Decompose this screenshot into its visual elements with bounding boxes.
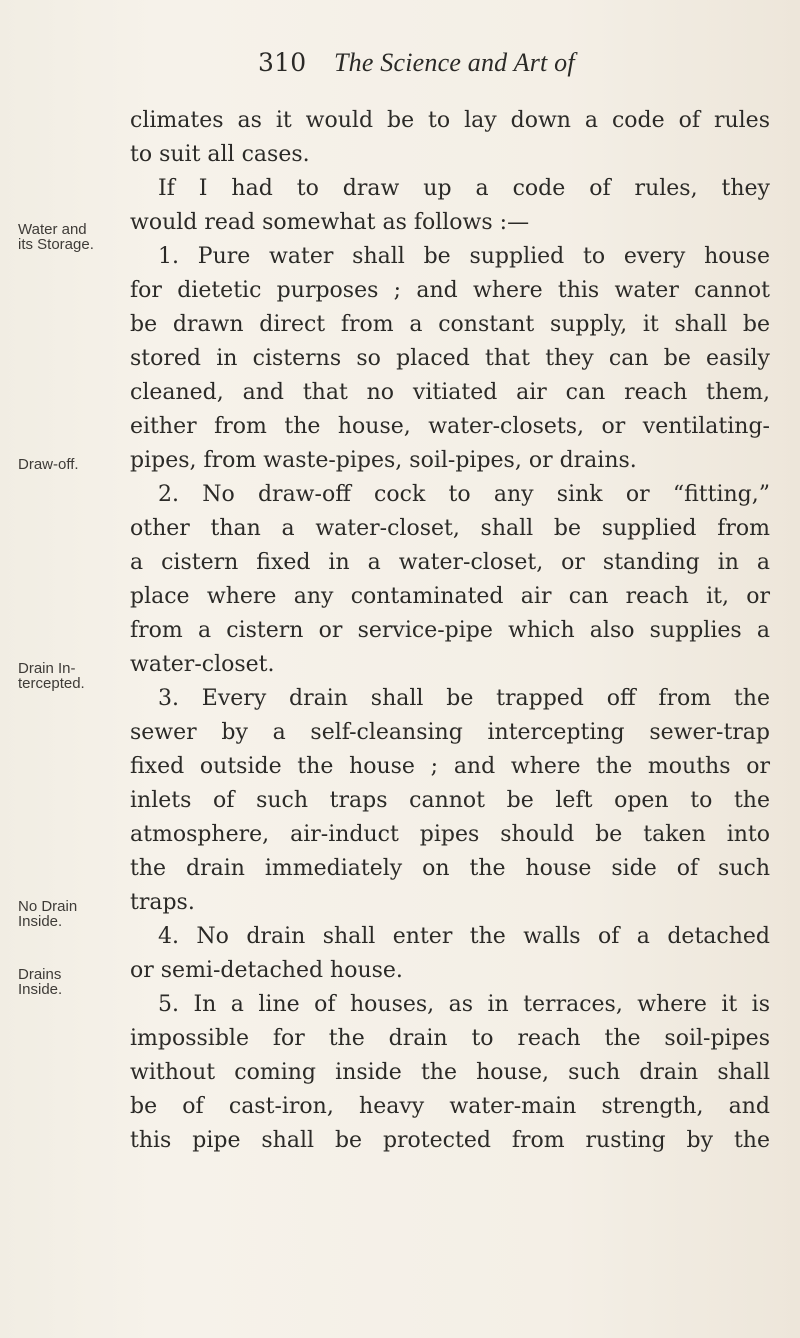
text-line-3: If I had to draw up a code of rules, they	[158, 176, 770, 201]
text-line-27: 5. In a line of houses, as in terraces, where it is	[158, 992, 770, 1017]
margin-note-draw-off-line-1: Draw-off.	[18, 456, 79, 473]
text-line-1: climates as it would be to lay down a code of rules	[130, 108, 770, 133]
margin-note-drain-intercepted-line-1: Drain In-	[18, 660, 76, 677]
text-line-7: be drawn direct from a constant supply, it shall be	[130, 312, 770, 337]
text-line-11: pipes, from waste-pipes, soil-pipes, or drains.	[130, 448, 637, 473]
text-line-17: water-closet.	[130, 652, 275, 677]
text-line-9: cleaned, and that no vitiated air can reach them,	[130, 380, 770, 405]
main-text-block	[130, 104, 770, 1158]
margin-note-drain-intercepted	[18, 661, 110, 691]
margin-note-drains-inside-line-2: Inside.	[18, 981, 63, 998]
margin-note-drains-inside-line-1: Drains	[18, 966, 62, 983]
margin-note-no-drain-inside	[18, 899, 110, 929]
page-number: 310	[258, 48, 307, 77]
text-line-8: stored in cisterns so placed that they can be easily	[130, 346, 770, 371]
text-line-31: this pipe shall be protected from rusting by the	[130, 1128, 770, 1153]
margin-note-water-storage-line-1: Water and	[18, 221, 87, 238]
margin-note-drain-intercepted-line-2: tercepted.	[18, 675, 85, 692]
margin-note-no-drain-inside-line-1: No Drain	[18, 898, 78, 915]
text-line-26: or semi-detached house.	[130, 958, 403, 983]
text-line-2: to suit all cases.	[130, 142, 310, 167]
margin-note-water-storage-line-2: its Storage.	[18, 236, 94, 253]
text-line-21: inlets of such traps cannot be left open to the	[130, 788, 770, 813]
text-line-23: the drain immediately on the house side of such	[130, 856, 770, 881]
margin-note-no-drain-inside-line-2: Inside.	[18, 913, 63, 930]
text-line-12: 2. No draw-off cock to any sink or “fitting,”	[158, 482, 770, 507]
text-line-4: would read somewhat as follows :—	[130, 210, 530, 235]
text-line-24: traps.	[130, 890, 195, 915]
margin-note-drains-inside	[18, 967, 110, 997]
text-line-20: fixed outside the house ; and where the mouths or	[130, 754, 770, 779]
text-line-6: for dietetic purposes ; and where this water cannot	[130, 278, 770, 303]
text-line-19: sewer by a self-cleansing intercepting sewer-trap	[130, 720, 770, 745]
text-line-15: place where any contaminated air can reach it, or	[130, 584, 770, 609]
text-line-22: atmosphere, air-induct pipes should be taken into	[130, 822, 770, 847]
text-line-29: without coming inside the house, such drain shall	[130, 1060, 770, 1085]
text-line-10: either from the house, water-closets, or ventilating-	[130, 414, 770, 439]
text-line-5: 1. Pure water shall be supplied to every house	[158, 244, 770, 269]
text-line-28: impossible for the drain to reach the soil-pipes	[130, 1026, 770, 1051]
text-line-16: from a cistern or service-pipe which also supplies a	[130, 618, 770, 643]
running-title: The Science and Art of	[334, 48, 575, 77]
text-line-30: be of cast-iron, heavy water-main strength, and	[130, 1094, 770, 1119]
text-line-25: 4. No drain shall enter the walls of a detached	[158, 924, 770, 949]
margin-note-draw-off	[18, 457, 110, 472]
text-line-13: other than a water-closet, shall be supplied from	[130, 516, 770, 541]
text-line-14: a cistern fixed in a water-closet, or standing in a	[130, 550, 770, 575]
text-line-18: 3. Every drain shall be trapped off from the	[158, 686, 770, 711]
margin-note-water-storage	[18, 222, 110, 252]
